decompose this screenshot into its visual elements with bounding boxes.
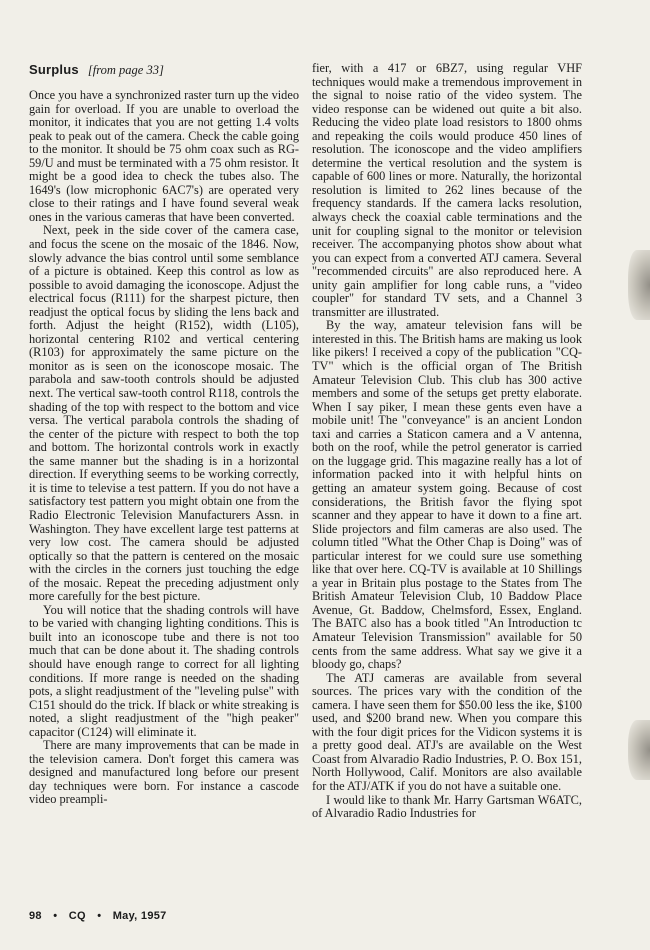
column-kicker: Surplus xyxy=(29,62,79,77)
page-edge-mark xyxy=(628,250,650,320)
magazine-name: CQ xyxy=(68,910,86,922)
paragraph: Once you have a synchronized raster turn up the video gain for overload. If you are unable to overload the monitor, it indicates that you are not getting 1.4 volts peak to peak out of the camera. Check the cable going to the monitor. It should be 75 ohm coax such as RG-59/U and must be terminated with a 75 ohm resistor. It might be a good idea to check the tubes also. The 1649's (low microphonic 6AC7's) are operated very close to their ratings and I have found several weak ones in the various cameras that have been converted. xyxy=(29,88,299,224)
paragraph: By the way, amateur television fans will be interested in this. The British hams are making us look like pikers! I received a copy of the publication "CQ-TV" which is the official organ of The British Amateur Television Club. This club has 300 active members and some of the setups get pretty elaborate. When I say piker, I mean these gents even have a mobile unit! The "conveyance" is an ancient London taxi and carries a Staticon camera and a V antenna, both on the roof, while the petrol generator is carried on the luggage grid. This magazine really has a lot of information packed into it with helpful hints on getting an amateur system going. Because of cost considerations, the British favor the flying spot scanner and they appear to have it down to a fine art. Slide projectors and film cameras are also used. The column titled "What the Other Chap is Doing" was of particular interest for we could sure use something like that over here. CQ-TV is available at 10 Shillings a year in Britain plus postage to the States from The British Amateur Television Club, 10 Baddow Place Avenue, Gt. Baddow, Chelmsford, Essex, England. The BATC also has a book titled "An Introduction tc Amateur Television Transmission" available for 50 cents from the same address. What say we give it a bloody go, chaps? xyxy=(312,318,582,672)
footer-separator: • xyxy=(97,910,102,922)
page-edge-mark xyxy=(628,720,650,780)
article-heading xyxy=(29,62,299,78)
left-column xyxy=(29,89,299,807)
paragraph: Next, peek in the side cover of the camera case, and focus the scene on the mosaic of the 1846. Now, slowly advance the bias control until some semblance of a picture is obtained. Keep this control as low as possible to avoid damaging the iconoscope. Adjust the electrical focus (R111) for the sharpest picture, then readjust the optical focus by sliding the lens back and forth. Adjust the height (R152), width (L105), horizontal centering R102 and vertical centering (R103) for approximately the same picture on the monitor as is seen on the iconoscope mosaic. The parabola and saw-tooth controls should be adjusted next. The vertical saw-tooth control R118, controls the shading of the top with respect to the bottom and vice versa. The vertical parabola controls the shading of the center of the picture with respect to both the top and bottom. The horizontal controls work in exactly the same manner but the shading is in a horizontal direction. If everything seems to be working correctly, it is time to televise a test pattern. If you do not have a satisfactory test pattern you might obtain one from the Radio Electronic Television Manufacturers Assn. in Washington. They have excellent large test patterns at very low cost. The camera should be adjusted optically so that the pattern is centered on the mosaic with the circles in the corners just touching the edge of the mosaic. Repeat the preceding adjustment only more carefully for the best picture. xyxy=(29,223,299,604)
page-footer xyxy=(29,910,329,922)
continued-from-note: [from page 33] xyxy=(87,63,164,77)
paragraph: The ATJ cameras are available from several sources. The prices vary with the condition of the camera. I have seen them for $50.00 less the ike, $100 used, and $200 brand new. When you compare this with the four digit prices for the Vidicon systems it is a pretty good deal. ATJ's are available on the West Coast from Alvaradio Radio Industries, P. O. Box 151, North Hollywood, Calif. Monitors are also available for the ATJ/ATK if you do not have a suitable one. xyxy=(312,670,582,793)
paragraph: There are many improvements that can be made in the television camera. Don't forget this camera was designed and manufactured long before our present day techniques were born. For instance a cascode video preampli- xyxy=(29,738,299,807)
page-number: 98 xyxy=(29,910,42,922)
paragraph: fier, with a 417 or 6BZ7, using regular VHF techniques would make a tremendous improvement in the signal to noise ratio of the video system. The video response can be widened out quite a bit also. Reducing the video plate load resistors to 1800 ohms and repeaking the coils would produce 450 lines of resolution. The iconoscope and the video amplifiers determine the vertical resolution and the system is capable of 600 lines or more. Naturally, the horizontal resolution is limited to 262 lines because of the frequency standards. If the camera lacks resolution, always check the coaxial cable terminations and the unit for coupling signal to the monitor or television receiver. The accompanying photos show about what you can expect from a converted ATJ camera. Several "recommended circuits" are also reproduced here. A unity gain amplifier for long cable runs, a "video coupler" for standard TV sets, and a Channel 3 transmitter are illustrated. xyxy=(312,61,582,319)
issue-date: May, 1957 xyxy=(112,910,167,922)
paragraph: I would like to thank Mr. Harry Gartsman W6ATC, of Alvaradio Radio Industries for xyxy=(312,792,582,821)
footer-separator: • xyxy=(53,910,58,922)
paragraph: You will notice that the shading controls will have to be varied with changing lighting conditions. This is built into an iconoscope tube and there is not too much that can be done about it. The shading controls should have enough range to correct for all lighting conditions. If more range is needed on the shading pots, a slight readjustment of the "leveling pulse" with C151 should do the trick. If black or white streaking is noted, a slight readjustment of the "high peaker" capacitor (C124) will eliminate it. xyxy=(29,602,299,739)
right-column xyxy=(312,62,582,821)
